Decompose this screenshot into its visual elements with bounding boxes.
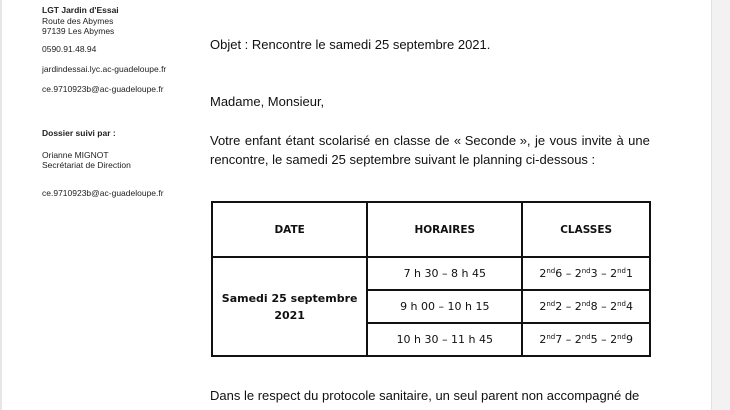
class-part: 2	[539, 267, 547, 280]
table-row	[212, 257, 650, 290]
paragraph-1-line-2: rencontre, le samedi 25 septembre suivant le planning ci-dessous :	[210, 152, 596, 167]
website-link[interactable]: jardindessai.lyc.ac-guadeloupe.fr	[42, 64, 167, 74]
classes-cell	[522, 257, 650, 290]
header-date: DATE	[212, 202, 367, 257]
classes-cell	[522, 290, 650, 323]
header-horaires: HORAIRES	[367, 202, 522, 257]
classes-cell	[522, 323, 650, 356]
contact-name: Orianne MIGNOT	[42, 150, 109, 160]
word: vous	[549, 133, 578, 148]
word: en	[374, 133, 390, 148]
school-name: LGT Jardin d'Essai	[42, 5, 119, 15]
address-line-2: 97139 Les Abymes	[42, 26, 115, 36]
address-line-1: Route des Abymes	[42, 16, 114, 26]
scrollbar-track[interactable]	[711, 0, 730, 410]
paragraph-1-line-1	[210, 131, 650, 150]
time-cell: 10 h 30 – 11 h 45	[367, 323, 522, 356]
greeting: Madame, Monsieur,	[210, 94, 325, 109]
class-part: 1	[625, 267, 633, 280]
ordinal-sup: nd	[546, 333, 556, 341]
paragraph-1	[210, 131, 650, 169]
word: enfant	[244, 133, 281, 148]
planning-table	[211, 201, 651, 357]
class-part: 7 – 2	[555, 333, 582, 346]
ordinal-sup: nd	[581, 267, 591, 275]
word: de	[434, 133, 450, 148]
time-cell: 9 h 00 – 10 h 15	[367, 290, 522, 323]
class-part: 2	[539, 300, 547, 313]
email-link-1[interactable]: ce.9710923b@ac-guadeloupe.fr	[42, 84, 164, 94]
ordinal-sup: nd	[581, 333, 591, 341]
time-cell: 7 h 30 – 8 h 45	[367, 257, 522, 290]
word: scolarisé	[318, 133, 371, 148]
class-part: 2 – 2	[555, 300, 582, 313]
ordinal-sup: nd	[617, 300, 626, 308]
word: classe	[393, 133, 431, 148]
ordinal-sup: nd	[617, 267, 626, 275]
class-part: 9	[625, 333, 633, 346]
date-line-1: Samedi 25 septembre	[221, 291, 358, 305]
table-header-row	[212, 202, 650, 257]
class-part: 3 – 2	[590, 267, 618, 280]
header-classes: CLASSES	[522, 202, 650, 257]
ordinal-sup: nd	[617, 333, 626, 341]
word: Votre	[210, 133, 241, 148]
date-line-2: 2021	[274, 308, 305, 322]
date-cell	[212, 257, 367, 356]
word: à	[616, 133, 624, 148]
class-part: 6 – 2	[555, 267, 582, 280]
ordinal-sup: nd	[581, 300, 591, 308]
word: « Seconde »,	[453, 133, 531, 148]
followed-label: Dossier suivi par :	[42, 128, 116, 138]
word: étant	[285, 133, 315, 148]
word: je	[535, 133, 546, 148]
word: invite	[581, 133, 612, 148]
class-part: 4	[625, 300, 633, 313]
word: une	[628, 133, 650, 148]
contact-role: Secrétariat de Direction	[42, 160, 131, 170]
ordinal-sup: nd	[546, 267, 556, 275]
ordinal-sup: nd	[546, 300, 556, 308]
paragraph-2-line-1: Dans le respect du protocole sanitaire, un seul parent non accompagné de	[210, 388, 640, 403]
page-left-edge	[0, 0, 2, 410]
class-part: 5 – 2	[590, 333, 618, 346]
class-part: 2	[539, 333, 547, 346]
subject-line: Objet : Rencontre le samedi 25 septembre 2021.	[210, 37, 491, 52]
email-link-2[interactable]: ce.9710923b@ac-guadeloupe.fr	[42, 188, 164, 198]
phone-number: 0590.91.48.94	[42, 44, 97, 54]
class-part: 8 – 2	[590, 300, 618, 313]
